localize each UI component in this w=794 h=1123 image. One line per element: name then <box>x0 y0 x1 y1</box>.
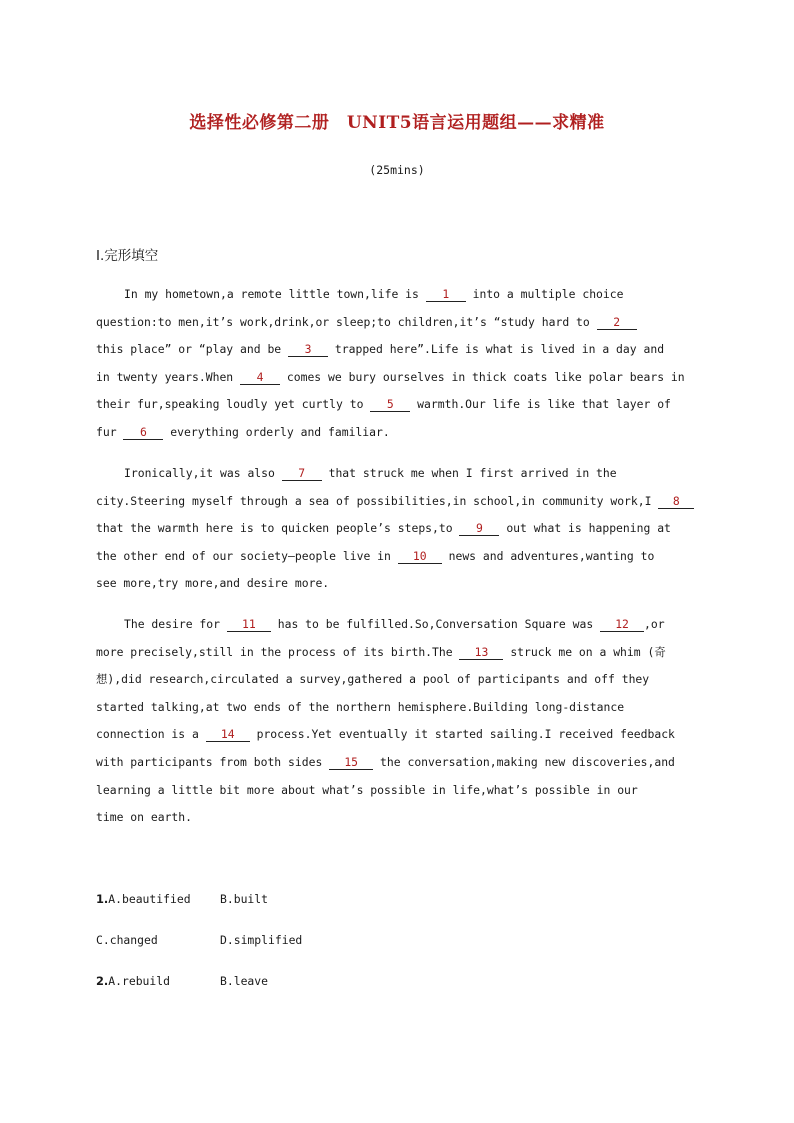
section-heading: Ⅰ.完形填空 <box>96 248 159 264</box>
blank-7[interactable]: 7 <box>282 466 322 481</box>
blank-6[interactable]: 6 <box>123 425 163 440</box>
blank-13[interactable]: 13 <box>459 645 503 660</box>
text-line: Ironically,it was also 7 that struck me when I first arrived in the <box>124 466 617 480</box>
text-line: more precisely,still in the process of its birth.The 13 struck me on a whim (奇 <box>96 644 666 659</box>
text-line: in twenty years.When 4 comes we bury ourselves in thick coats like polar bears in <box>96 369 685 384</box>
blank-9[interactable]: 9 <box>459 521 499 536</box>
option-c[interactable]: C.changed <box>96 933 158 947</box>
text-line: with participants from both sides 15 the conversation,making new discoveries,and <box>96 754 675 769</box>
blank-12[interactable]: 12 <box>600 617 644 632</box>
text-line: city.Steering myself through a sea of possibilities,in school,in community work,I 8 <box>96 488 696 516</box>
text-line: question:to men,it’s work,drink,or sleep;to children,it’s “study hard to 2 <box>96 309 696 337</box>
text-line: The desire for 11 has to be fulfilled.So,Conversation Square was 12 ,or <box>124 617 665 631</box>
question-number: 1. <box>96 892 109 906</box>
blank-3[interactable]: 3 <box>288 342 328 357</box>
page-title: 选择性必修第二册 UNIT5语言运用题组——求精准 <box>189 113 605 133</box>
option-d[interactable]: D.simplified <box>220 933 303 947</box>
blank-4[interactable]: 4 <box>240 370 280 385</box>
passage-paragraph-3 <box>96 611 696 832</box>
blank-8[interactable]: 8 <box>658 494 694 509</box>
text-line: In my hometown,a remote little town,life is 1 into a multiple choice <box>124 287 624 301</box>
text-line: connection is a 14 process.Yet eventually it started sailing.I received feedback <box>96 727 675 742</box>
blank-14[interactable]: 14 <box>206 727 250 742</box>
option-b[interactable]: B.built <box>220 892 269 906</box>
blank-2[interactable]: 2 <box>597 315 637 330</box>
passage-paragraph-1 <box>96 281 696 447</box>
text-line: learning a little bit more about what’s possible in life,what’s possible in our <box>96 782 638 797</box>
text-line: their fur,speaking loudly yet curtly to 5 warmth.Our life is like that layer of <box>96 397 671 412</box>
blank-5[interactable]: 5 <box>370 397 410 412</box>
blank-10[interactable]: 10 <box>398 549 442 564</box>
option-a[interactable]: A.rebuild <box>108 974 170 988</box>
blank-15[interactable]: 15 <box>329 755 373 770</box>
text-line: that the warmth here is to quicken people’s steps,to 9 out what is happening at <box>96 521 671 536</box>
text-line: see more,try more,and desire more. <box>96 576 330 591</box>
text-line: 想),did research,circulated a survey,gathered a pool of participants and off they <box>96 672 650 687</box>
text-line: the other end of our society—people live in 10 news and adventures,wanting to <box>96 548 655 563</box>
text-line: time on earth. <box>96 810 193 825</box>
question-number: 2. <box>96 974 109 988</box>
blank-11[interactable]: 11 <box>227 617 271 632</box>
text-line: this place” or “play and be 3 trapped here”.Life is what is lived in a day and <box>96 342 665 357</box>
time-limit: (25mins) <box>369 163 425 177</box>
text-line: fur 6 everything orderly and familiar. <box>96 424 390 439</box>
text-line: started talking,at two ends of the northern hemisphere.Building long-distance <box>96 699 625 714</box>
option-a[interactable]: A.beautified <box>108 892 191 906</box>
passage-paragraph-2 <box>96 460 696 598</box>
option-b[interactable]: B.leave <box>220 974 269 988</box>
blank-1[interactable]: 1 <box>426 287 466 302</box>
